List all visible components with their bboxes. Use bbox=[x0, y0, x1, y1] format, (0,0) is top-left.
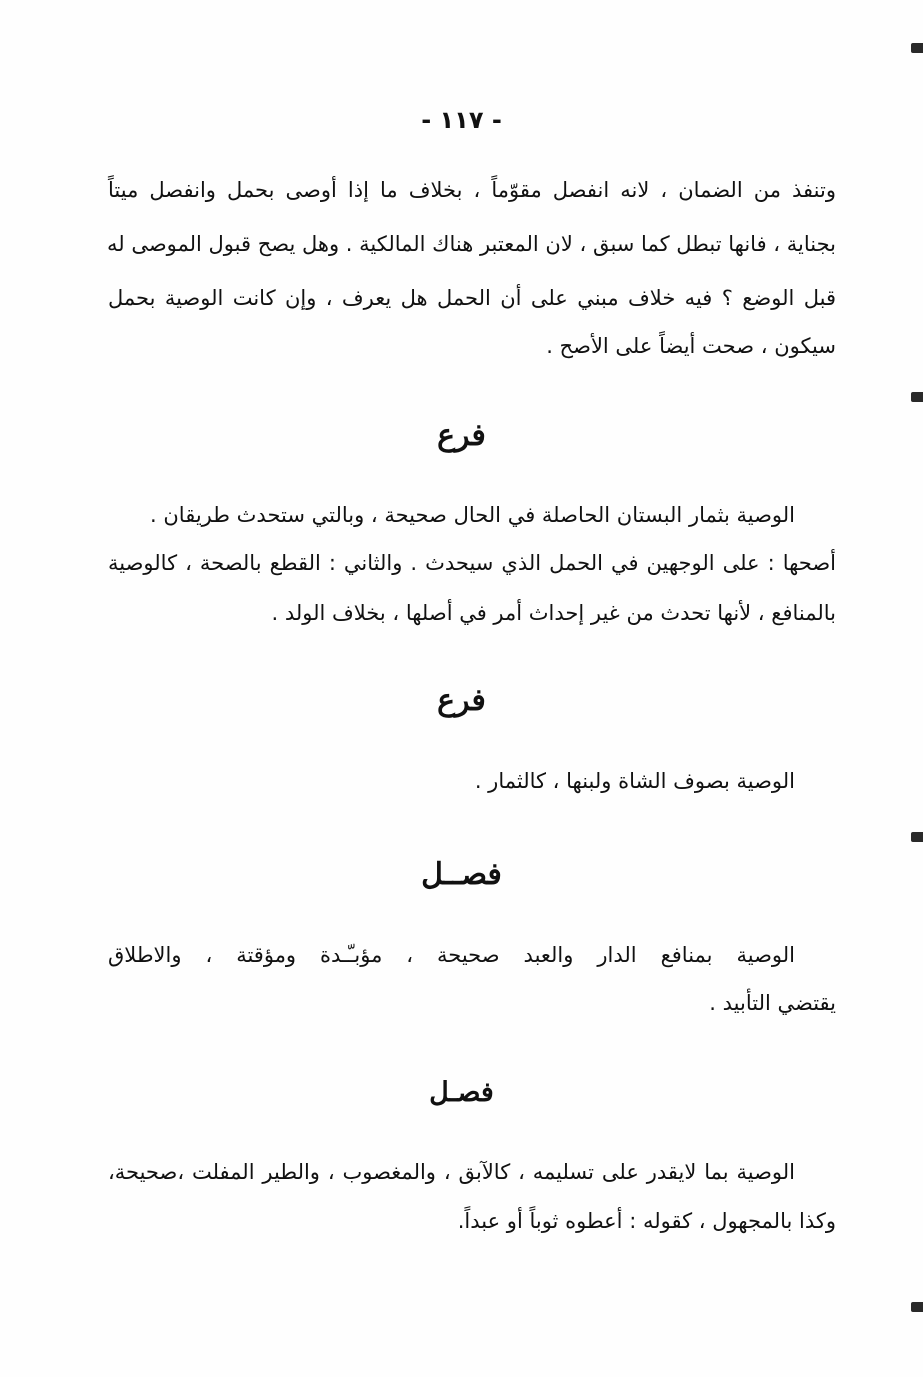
paragraph-4-line-1: الوصية بمنافع الدار والعبد صحيحة ، مؤبـّـدة ومؤقتة ، والاطلاق bbox=[108, 943, 795, 967]
scan-edge-mark bbox=[911, 43, 923, 53]
paragraph-2-line-2: أصحها : على الوجهين في الحمل الذي سيحدث . والثاني : القطع بالصحة ، كالوصية bbox=[108, 551, 836, 575]
paragraph-2-line-1: الوصية بثمار البستان الحاصلة في الحال صحيحة ، وبالتي ستحدث طريقان . bbox=[150, 503, 795, 527]
paragraph-5-line-2: وكذا بالمجهول ، كقوله : أعطوه ثوباً أو عبداً. bbox=[457, 1209, 836, 1233]
page-number: - ١١٧ - bbox=[421, 106, 502, 134]
scan-edge-mark bbox=[911, 392, 923, 402]
paragraph-1-line-4: سيكون ، صحت أيضاً على الأصح . bbox=[546, 334, 836, 358]
paragraph-1-line-2: بجناية ، فانها تبطل كما سبق ، لان المعتبر هناك المالكية . وهل يصح قبول الموصى له bbox=[106, 232, 836, 256]
chapter-heading-fasl-1: فصــل bbox=[421, 857, 502, 892]
chapter-heading-fasl-2: فصـل bbox=[429, 1077, 494, 1108]
paragraph-3-line-1: الوصية بصوف الشاة ولبنها ، كالثمار . bbox=[474, 769, 795, 793]
paragraph-1-line-1: وتنفذ من الضمان ، لانه انفصل مقوّماً ، بخلاف ما إذا أوصى بحمل وانفصل ميتاً bbox=[108, 178, 836, 202]
scan-edge-mark bbox=[911, 832, 923, 842]
scan-edge-mark bbox=[911, 1302, 923, 1312]
paragraph-4-line-2: يقتضي التأبيد . bbox=[709, 991, 836, 1015]
paragraph-1-line-3: قبل الوضع ؟ فيه خلاف مبني على أن الحمل هل يعرف ، وإن كانت الوصية بحمل bbox=[108, 286, 836, 310]
section-heading-far-1: فرع bbox=[437, 418, 486, 453]
paragraph-2-line-3: بالمنافع ، لأنها تحدث من غير إحداث أمر في أصلها ، بخلاف الولد . bbox=[271, 601, 836, 625]
paragraph-5-line-1: الوصية بما لايقدر على تسليمه ، كالآبق ، والمغصوب ، والطير المفلت ،صحيحة، bbox=[108, 1160, 795, 1184]
section-heading-far-2: فرع bbox=[437, 683, 486, 718]
